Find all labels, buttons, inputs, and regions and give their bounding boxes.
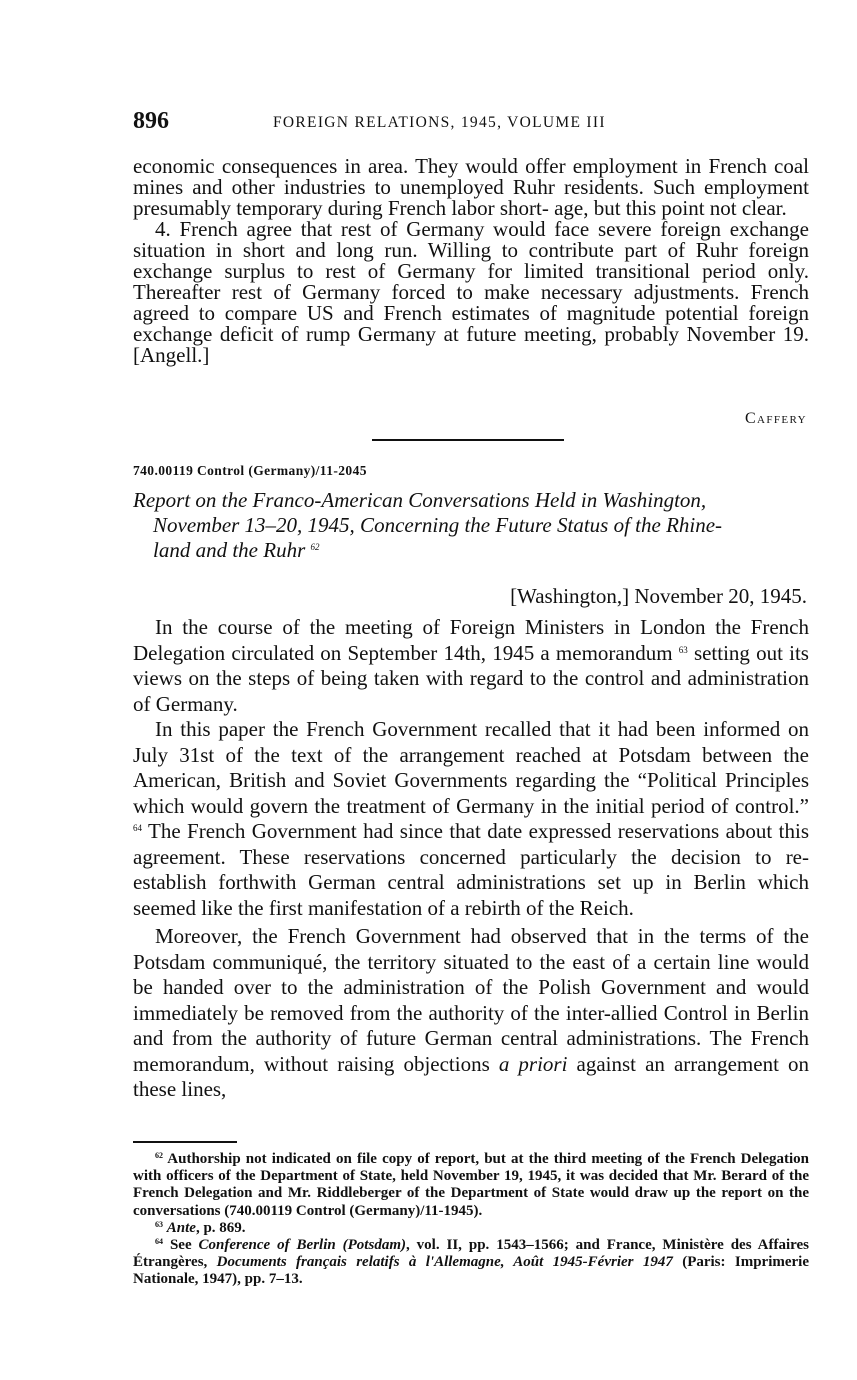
title-line: land and the Ruhr	[153, 538, 306, 562]
text-line: 4. French agree that rest of Germany would face severe foreign	[155, 217, 721, 241]
text-line: exchange situation in short and long run. Willing to contribute part	[133, 217, 810, 262]
footnote-text: Authorship not indicated on file copy of report, but at the third meeting of the French Delegation with officers of the Department of State, held November 19, 1945, it was decided that Mr. Berard of the French Delegation and Mr. Riddleberger of the Department of State would draw up the report on the conversations (740.00119 Control (Germany)/11-1945).	[133, 1151, 809, 1219]
footnote-text: See	[169, 1237, 192, 1254]
running-title: FOREIGN RELATIONS, 1945, VOLUME III	[273, 114, 606, 131]
italic-phrase: a priori	[498, 1051, 568, 1076]
file-number: 740.00119 Control (Germany)/11-2045	[133, 463, 367, 478]
page-header	[133, 108, 807, 138]
footnote-italic: Conference of Berlin (Potsdam)	[198, 1237, 406, 1254]
previous-document-text	[133, 156, 809, 366]
footnote-ref: 62	[310, 542, 320, 552]
footnote-italic: Documents français relatifs à l'Allemagne, Août 1945-Février 1947	[216, 1254, 673, 1271]
page-number: 896	[133, 108, 169, 134]
text-line: Germany at future meeting, probably November 19. [Angell.]	[133, 322, 809, 367]
footnote-mark: 64	[155, 1237, 163, 1247]
footnote-text: (Paris: Imprimerie Nationale, 1947), pp. 7–13.	[133, 1254, 810, 1288]
paragraph-text: Moreover, the French Government had observed that in the terms of the Potsdam communiqué, the territory situated to the east of a certain line would be handed over to the administration of the Polish Government and would immediately be removed from the authority of the inter-allied Control in Berlin and from the authority of future German central administrations. The French memorandum, without raising objections	[133, 924, 809, 1076]
footnote-text: , p. 869.	[195, 1219, 246, 1236]
title-line: November 13–20, 1945, Concerning the Future Status of the Rhine-	[153, 513, 723, 537]
footnote-text: , vol. II, pp. 1543–1566; and France, Ministère des Affaires Étrangères,	[133, 1237, 810, 1271]
paragraph-text: setting out its views on the steps of being taken with regard to the control and administration of Germany.	[133, 640, 809, 716]
footnote-ref: 63	[678, 644, 688, 655]
text-line: transitional period only. Thereafter rest of Germany forced to make	[133, 259, 809, 304]
signature: Caffery	[744, 410, 807, 427]
dateline: [Washington,] November 20, 1945.	[510, 584, 807, 608]
body-paragraph	[133, 717, 809, 921]
paragraph-text: In this paper the French Government recalled that it had been informed on July 31st of the text of the arrangement reached at Potsdam between the American, British and Soviet Governments regarding the “Political Principles which would govern the treatment of Germany in the initial period of control.”	[133, 717, 809, 818]
document-title	[133, 488, 809, 563]
footnotes	[133, 1151, 809, 1289]
title-line-last	[133, 538, 809, 563]
text-line: Such employment presumably temporary during French labor short-	[133, 175, 810, 220]
paragraph-point-4	[133, 219, 809, 366]
body-paragraph	[133, 615, 809, 717]
footnote-divider	[133, 1141, 237, 1143]
paragraph-continuation	[133, 156, 809, 219]
text-line: French coal mines and other industries to unemployed Ruhr residents.	[133, 154, 810, 199]
document-body	[133, 615, 809, 1103]
body-paragraph	[133, 924, 809, 1103]
footnote-63	[133, 1220, 809, 1237]
footnote-62	[133, 1151, 809, 1220]
text-line: estimates of magnitude potential foreign exchange deficit of rump	[133, 301, 810, 346]
text-line: necessary adjustments. French agreed to compare US and French	[133, 280, 809, 325]
paragraph-text: In the course of the meeting of Foreign Ministers in London the French Delegation circulated on September 14th, 1945 a memorandum	[133, 615, 809, 665]
footnote-mark: 62	[155, 1151, 163, 1160]
footnote-italic: Ante	[166, 1219, 196, 1236]
title-line: Report on the Franco-American Conversations Held in Washington,	[133, 488, 707, 512]
text-line: age, but this point not clear.	[554, 196, 787, 220]
footnote-mark: 63	[155, 1219, 163, 1229]
section-divider	[372, 439, 564, 441]
text-line: economic consequences in area. They would offer employment in	[133, 154, 702, 178]
footnote-64	[133, 1237, 809, 1289]
text-line: of Ruhr foreign exchange surplus to rest of Germany for limited	[133, 238, 810, 283]
paragraph-text: against an arrangement on these lines,	[133, 1051, 809, 1101]
footnote-ref: 64	[133, 823, 142, 833]
paragraph-text: The French Government had since that date expressed reservations about this agreement. These reservations concerned particularly the decision to re-establish forthwith German central administrations set up in Berlin which seemed like the first manifestation of a rebirth of the Reich.	[133, 819, 809, 920]
